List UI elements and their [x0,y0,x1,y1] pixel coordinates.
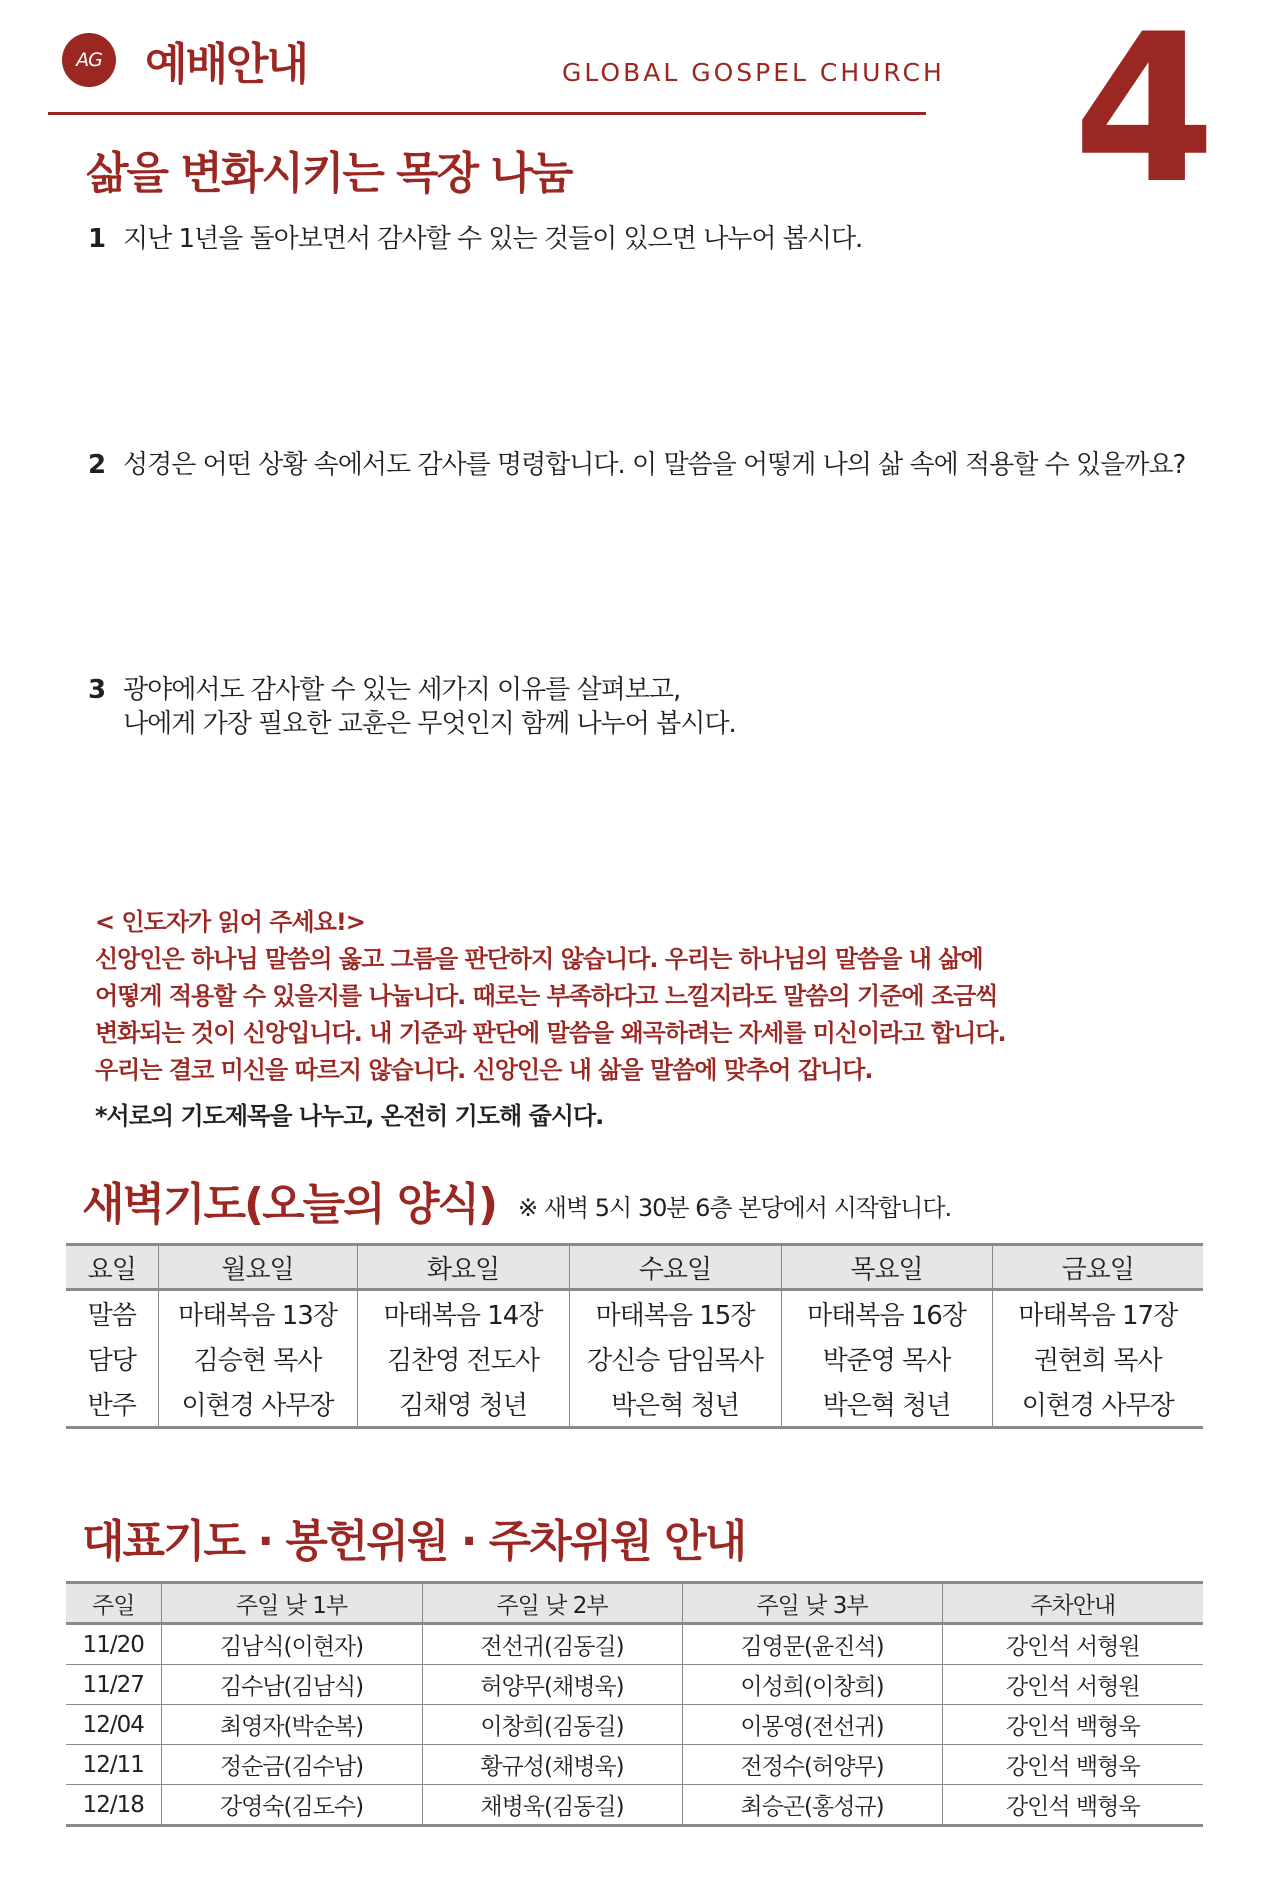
question-text: 지난 1년을 돌아보면서 감사할 수 있는 것들이 있으면 나누어 봅시다. [123,224,863,254]
table-cell: 허양무(채병욱) [422,1665,682,1705]
table-cell: 강인석 서형원 [942,1624,1203,1665]
table-cell: 채병욱(김동길) [422,1785,682,1826]
table-cell: 마태복음 14장 [357,1290,569,1337]
question-text: 성경은 어떤 상황 속에서도 감사를 명령합니다. 이 말씀을 어떻게 나의 삶 속에 적용할 수 있을까요? [123,450,1186,480]
table-header-cell: 수요일 [569,1245,781,1290]
table-header-cell: 주일 낮 3부 [682,1583,942,1624]
table-cell: 강인석 백형욱 [942,1705,1203,1745]
table-cell: 12/18 [66,1785,161,1826]
table-cell: 마태복음 13장 [158,1290,357,1337]
committee-table [66,1581,1203,1827]
table-cell: 김수남(김남식) [161,1665,422,1705]
dawn-prayer-note: ※ 새벽 5시 30분 6층 본당에서 시작합니다. [518,1194,952,1222]
table-cell: 12/04 [66,1705,161,1745]
header-divider [48,112,926,115]
question-1 [88,222,862,256]
table-header-row [66,1245,1203,1290]
table-cell: 강인석 백형욱 [942,1745,1203,1785]
table-cell: 김남식(이현자) [161,1624,422,1665]
table-cell: 말씀 [87,1301,136,1331]
table-row [66,1381,1203,1428]
table-cell: 11/27 [66,1665,161,1705]
table-cell: 마태복음 17장 [992,1290,1203,1337]
table-cell: 최승곤(홍성규) [682,1785,942,1826]
table-row [66,1336,1203,1381]
table-row [66,1290,1203,1337]
table-cell: 이현경 사무장 [992,1381,1203,1428]
table-cell: 11/20 [82,1631,144,1658]
leader-note [95,904,1006,1089]
table-cell: 김영문(윤진석) [682,1624,942,1665]
table-row [66,1785,1203,1826]
table-cell: 담당 [87,1346,136,1376]
table-header-cell: 금요일 [992,1245,1203,1290]
table-header-cell: 요일 [66,1245,158,1290]
page-number: 4 [1073,0,1208,229]
table-cell: 강인석 서형원 [942,1665,1203,1705]
table-header-cell: 주일 낮 1부 [161,1583,422,1624]
leader-note-line: 변화되는 것이 신앙입니다. 내 기준과 판단에 말씀을 왜곡하려는 자세를 미신이라고 합니다. [95,1019,1006,1047]
table-header-cell: 화요일 [357,1245,569,1290]
leader-note-line: 우리는 결코 미신을 따르지 않습니다. 신앙인은 내 삶을 말씀에 맞추어 갑니다. [95,1056,873,1084]
table-cell: 박은혁 청년 [781,1381,992,1428]
leader-note-line: 어떻게 적용할 수 있을지를 나눕니다. 때로는 부족하다고 느낄지라도 말씀의 기준에 조금씩 [95,982,998,1010]
table-cell: 이몽영(전선귀) [682,1705,942,1745]
table-cell: 이창희(김동길) [422,1705,682,1745]
table-cell: 정순금(김수남) [161,1745,422,1785]
table-cell: 전정수(허양무) [682,1745,942,1785]
table-header-cell: 주일 [66,1583,161,1624]
table-cell: 강인석 백형욱 [942,1785,1203,1826]
table-row [66,1624,1203,1665]
table-cell: 박은혁 청년 [569,1381,781,1428]
table-cell: 황규성(채병욱) [422,1745,682,1785]
question-text: 광야에서도 감사할 수 있는 세가지 이유를 살펴보고, [123,675,681,705]
table-cell: 권현희 목사 [992,1336,1203,1381]
question-number: 3 [88,675,106,705]
table-header-cell: 월요일 [158,1245,357,1290]
table-cell: 김채영 청년 [357,1381,569,1428]
table-cell: 반주 [87,1391,136,1421]
table-row [66,1705,1203,1745]
table-header-cell: 주일 낮 2부 [422,1583,682,1624]
table-cell: 김찬영 전도사 [357,1336,569,1381]
sharing-section-title: 삶을 변화시키는 목장 나눔 [86,148,572,199]
question-number: 2 [88,450,106,480]
table-cell: 박준영 목사 [781,1336,992,1381]
table-cell: 마태복음 15장 [569,1290,781,1337]
dawn-prayer-table [66,1243,1203,1429]
table-header-cell: 목요일 [781,1245,992,1290]
question-3 [88,673,736,741]
table-row [66,1665,1203,1705]
header-title: 예배안내 [145,39,308,90]
table-row [66,1745,1203,1785]
table-cell: 전선귀(김동길) [422,1624,682,1665]
question-2 [88,448,1185,482]
leader-note-line: 신앙인은 하나님 말씀의 옳고 그름을 판단하지 않습니다. 우리는 하나님의 말씀을 내 삶에 [95,945,983,973]
committee-title: 대표기도 · 봉헌위원 · 주차위원 안내 [82,1516,746,1567]
table-header-row [66,1583,1203,1624]
question-text: 나에게 가장 필요한 교훈은 무엇인지 함께 나누어 봅시다. [123,709,736,739]
closing-instruction: *서로의 기도제목을 나누고, 온전히 기도해 줍시다. [95,1102,604,1130]
dawn-prayer-title: 새벽기도(오늘의 양식) [82,1179,497,1230]
table-cell: 12/11 [66,1745,161,1785]
table-header-cell: 주차안내 [942,1583,1203,1624]
table-cell: 최영자(박순복) [161,1705,422,1745]
church-name: GLOBAL GOSPEL CHURCH [562,58,945,87]
table-cell: 마태복음 16장 [781,1290,992,1337]
table-cell: 강신승 담임목사 [569,1336,781,1381]
table-cell: 이현경 사무장 [158,1381,357,1428]
question-number: 1 [88,224,106,254]
table-cell: 강영숙(김도수) [161,1785,422,1826]
leader-note-heading: < 인도자가 읽어 주세요!> [95,908,365,936]
table-cell: 이성희(이창희) [682,1665,942,1705]
church-logo: AG [62,33,116,87]
table-cell: 김승현 목사 [158,1336,357,1381]
